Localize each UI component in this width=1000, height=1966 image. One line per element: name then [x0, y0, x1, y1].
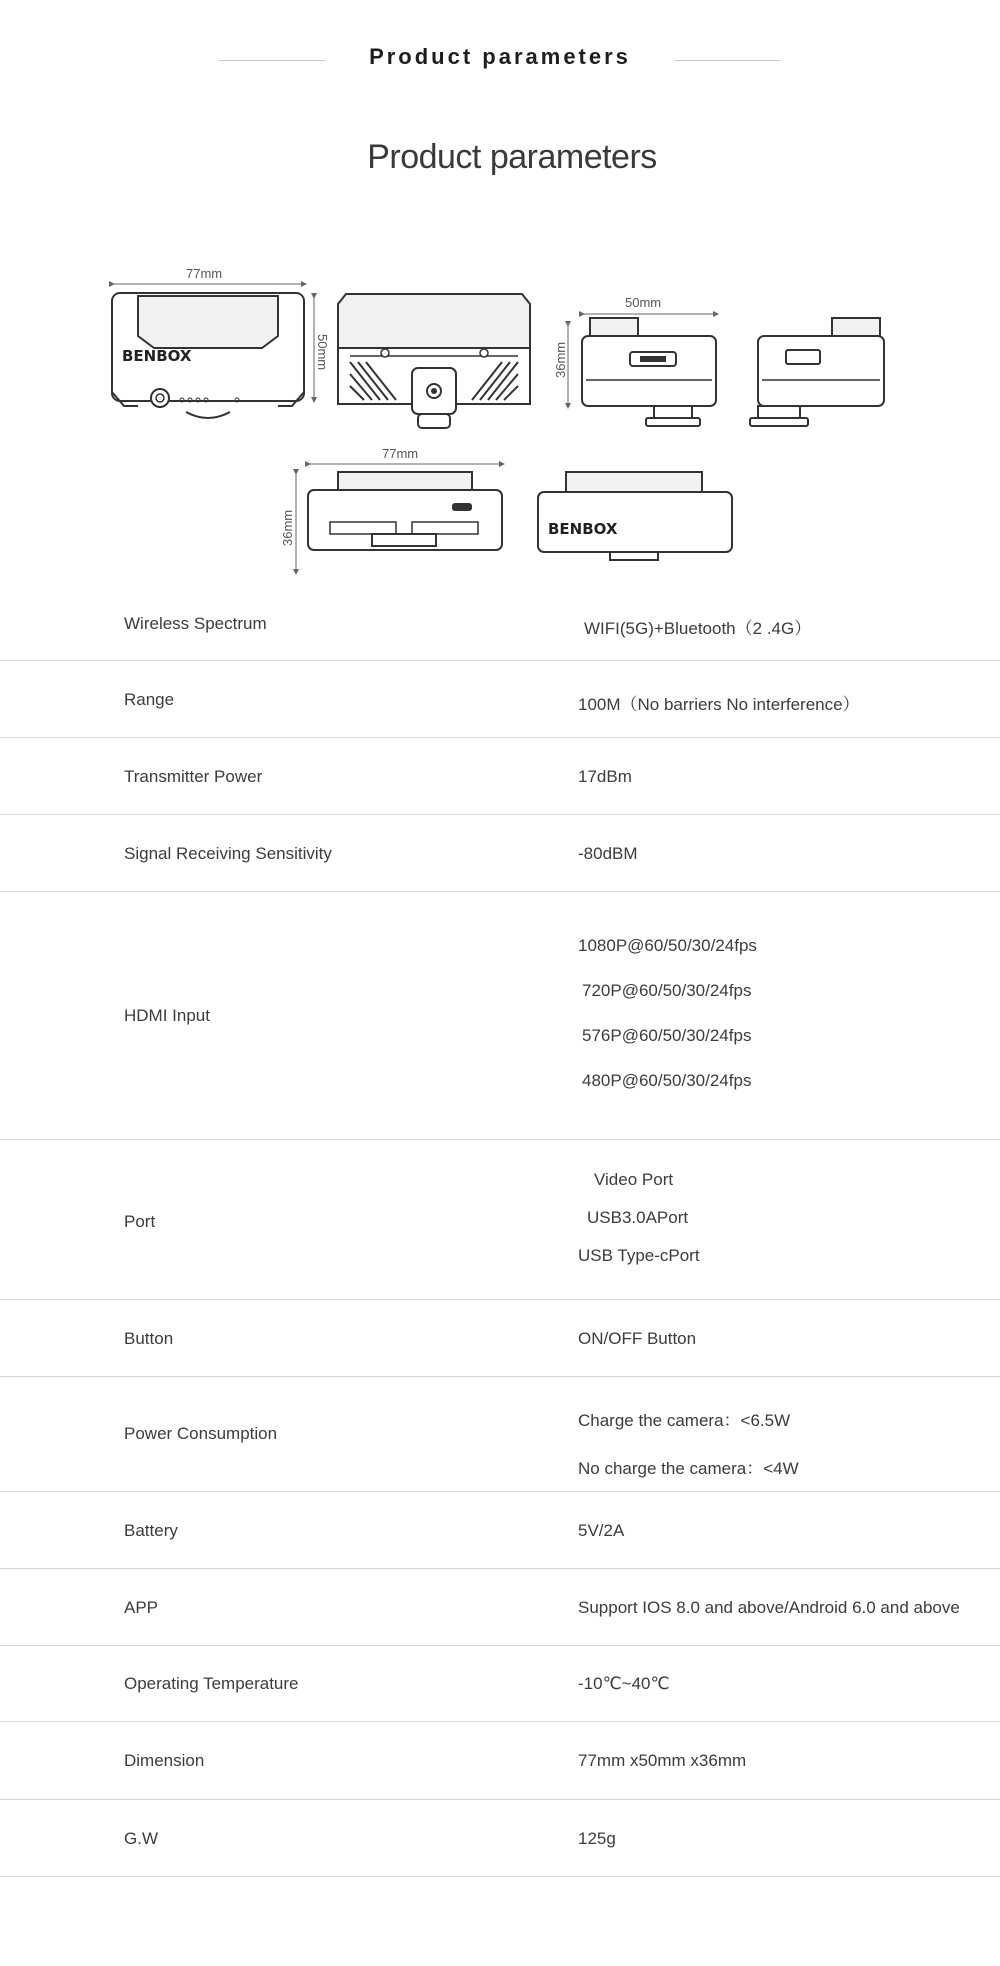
- spec-row: [0, 661, 1000, 738]
- spec-row: [0, 1492, 1000, 1569]
- dim-bottom-height: 36mm: [280, 509, 295, 546]
- spec-label: Signal Receiving Sensitivity: [124, 844, 332, 863]
- spec-value: 576P@60/50/30/24fps: [582, 1026, 752, 1045]
- spec-value: 100M（No barriers No interference）: [578, 695, 860, 714]
- spec-row: [0, 1800, 1000, 1877]
- spec-row: [0, 1646, 1000, 1722]
- side-view-hdmi-drawing: [553, 295, 716, 426]
- spec-value: ON/OFF Button: [578, 1329, 697, 1348]
- spec-value: Support IOS 8.0 and above/Android 6.0 and above: [578, 1598, 960, 1617]
- spec-label: Port: [124, 1212, 156, 1231]
- spec-values: [578, 1521, 998, 1541]
- dim-side-width: 50mm: [625, 295, 662, 310]
- spec-value: 77mm x50mm x36mm: [578, 1751, 747, 1770]
- spec-row: [0, 1377, 1000, 1492]
- spec-label: Battery: [124, 1521, 178, 1540]
- spec-values: [578, 936, 998, 1091]
- spec-row: [0, 738, 1000, 815]
- spec-values: [578, 1170, 998, 1266]
- spec-value: -80dBM: [578, 844, 638, 863]
- spec-label: Operating Temperature: [124, 1674, 299, 1693]
- spec-label: Button: [124, 1329, 174, 1348]
- spec-values: [578, 1674, 998, 1694]
- spec-values: [578, 767, 998, 787]
- spec-value: 1080P@60/50/30/24fps: [578, 936, 757, 955]
- spec-row: [0, 1569, 1000, 1646]
- spec-value: -10℃~40℃: [578, 1674, 670, 1693]
- spec-values: [578, 1829, 998, 1849]
- spec-table: [0, 590, 1000, 1877]
- spec-row: [0, 815, 1000, 892]
- spec-values: [578, 1598, 998, 1618]
- spec-value: Charge the camera：<6.5W: [578, 1411, 791, 1430]
- spec-row: [0, 1300, 1000, 1377]
- spec-values: [578, 690, 998, 715]
- spec-values: [578, 1406, 998, 1479]
- spec-row: [0, 590, 1000, 661]
- spec-value: 720P@60/50/30/24fps: [582, 981, 752, 1000]
- spec-value: 17dBm: [578, 767, 632, 786]
- spec-label: Wireless Spectrum: [124, 614, 267, 633]
- dim-bottom-width: 77mm: [382, 446, 419, 461]
- spec-value: 125g: [578, 1829, 616, 1848]
- spec-row: [0, 892, 1000, 1140]
- spec-label: G.W: [124, 1829, 158, 1848]
- section-header-title: Product parameters: [369, 44, 631, 69]
- brand-logo-side: BENBOX: [548, 520, 618, 538]
- spec-row: [0, 1722, 1000, 1800]
- front-view-drawing: [112, 266, 330, 418]
- back-view-drawing: [338, 294, 530, 428]
- spec-value: No charge the camera：<4W: [578, 1459, 799, 1478]
- bottom-view-drawing: [280, 446, 502, 572]
- section-header: [0, 0, 1000, 120]
- brand-logo-front: BENBOX: [122, 347, 192, 365]
- spec-value: USB Type-cPort: [578, 1246, 700, 1265]
- dim-side-height: 36mm: [553, 341, 568, 378]
- header-rule-right: [674, 60, 780, 61]
- spec-value: 5V/2A: [578, 1521, 625, 1540]
- spec-value: WIFI(5G)+Bluetooth（2 .4G）: [584, 619, 812, 638]
- spec-label: APP: [124, 1598, 159, 1617]
- dim-front-width: 77mm: [186, 266, 223, 281]
- spec-values: [578, 1329, 998, 1349]
- spec-value: USB3.0APort: [587, 1208, 689, 1227]
- spec-value: Video Port: [594, 1170, 674, 1189]
- spec-label: Transmitter Power: [124, 767, 263, 786]
- page-title: Product parameters: [367, 138, 657, 176]
- side-view-usb-drawing: [750, 318, 884, 426]
- spec-row: [0, 1140, 1000, 1300]
- product-dimension-drawings: [0, 260, 1000, 580]
- logo-side-drawing: [538, 472, 732, 560]
- dim-front-height: 50mm: [315, 334, 330, 371]
- spec-value: 480P@60/50/30/24fps: [582, 1071, 752, 1090]
- spec-label: Range: [124, 690, 175, 709]
- spec-values: [578, 614, 998, 639]
- spec-values: [578, 1751, 998, 1771]
- spec-label: Dimension: [124, 1751, 205, 1770]
- spec-label: Power Consumption: [124, 1424, 278, 1443]
- spec-values: [578, 844, 998, 864]
- product-drawing-svg: [0, 260, 1000, 580]
- spec-label: HDMI Input: [124, 1006, 210, 1025]
